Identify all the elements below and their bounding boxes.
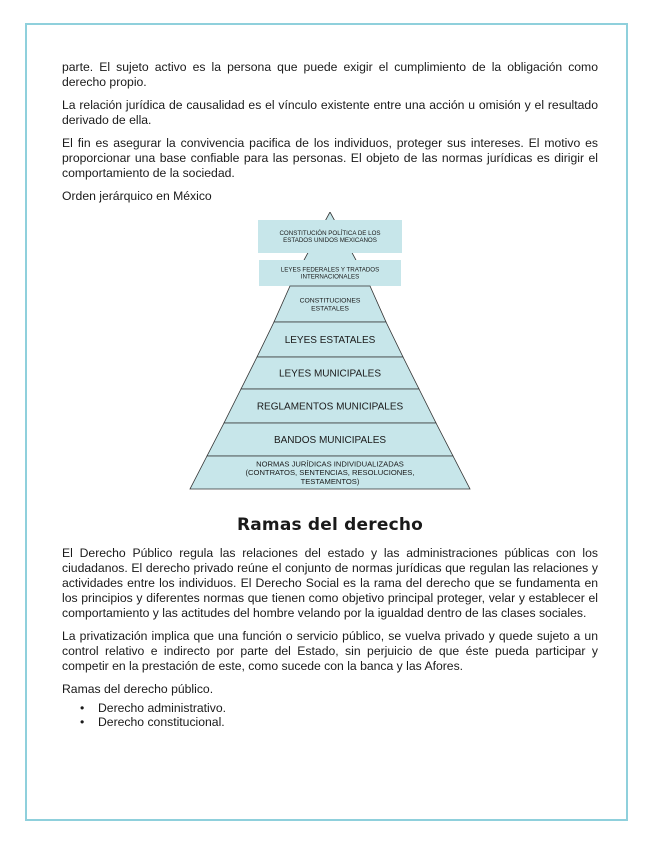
list-item: • Derecho administrativo. — [86, 701, 598, 715]
section-heading: Ramas del derecho — [236, 515, 424, 535]
list-intro: Ramas del derecho público. — [62, 682, 214, 696]
pyramid-level-6-label: REGLAMENTOS MUNICIPALES — [256, 401, 404, 413]
pyramid-level-3-label: CONSTITUCIONES — [299, 297, 361, 305]
hierarchy-pyramid-diagram — [62, 212, 598, 514]
pyramid-level-2-label: INTERNACIONALES — [300, 273, 360, 281]
pyramid-level-1-label: CONSTITUCIÓN POLÍTICA DE LOS — [279, 230, 381, 238]
pyramid-level-5-label: LEYES MUNICIPALES — [278, 368, 382, 380]
pyramid-level-8-label: (CONTRATOS, SENTENCIAS, RESOLUCIONES, — [245, 468, 415, 478]
public-law-branches-list — [62, 701, 598, 729]
pyramid-level-7-label: BANDOS MUNICIPALES — [273, 435, 387, 446]
pyramid-level-1-label: ESTADOS UNIDOS MEXICANOS — [283, 237, 377, 245]
pyramid-svg — [62, 212, 598, 514]
paragraph-privatizacion: La privatización implica que una función o servicio público, se vuelva privado y quede sujeto a un control relativo e indirecto por parte del Estado, sin perjuicio de que éste pueda participar y competir en la prestación de este, como sucede con la banca y las Afores. — [62, 629, 598, 673]
paragraph-derecho-publico-privado-social: El Derecho Público regula las relaciones del estado y las administraciones públicas con los ciudadanos. El derecho privado reúne el conjunto de normas jurídicas que regulan las relaciones y actividades entre los individuos. El Derecho Social es la rama del derecho que se fundamenta en los principios y diferentes normas que tienen como objetivo principal proteger, velar y establecer el comportamiento y las actitudes del hombre velando por la igualdad dentro de las clases sociales. — [62, 546, 598, 620]
diagram-caption: Orden jerárquico en México — [62, 189, 212, 203]
pyramid-level-2-label: LEYES FEDERALES Y TRATADOS — [280, 266, 380, 274]
pyramid-level-3-label: ESTATALES — [311, 305, 349, 313]
paragraph-sujeto-activo: parte. El sujeto activo es la persona que puede exigir el cumplimiento de la obligación como derecho propio. — [62, 60, 598, 89]
pyramid-level-8-label: NORMAS JURÍDICAS INDIVIDUALIZADAS — [256, 459, 404, 469]
pyramid-level-8-label: TESTAMENTOS) — [300, 476, 360, 486]
pyramid-level-4-label: LEYES ESTATALES — [284, 335, 376, 346]
paragraph-relacion-juridica: La relación jurídica de causalidad es el vínculo existente entre una acción u omisión y el resultado derivado de ella. — [62, 98, 598, 127]
list-item: • Derecho constitucional. — [86, 715, 598, 729]
paragraph-fin-motivo-objeto: El fin es asegurar la convivencia pacifica de los individuos, proteger sus intereses. El motivo es proporcionar una base confiable para las personas. El objeto de las normas jurídicas es dirigir el comportamiento de la sociedad. — [62, 136, 598, 180]
document-body — [62, 60, 598, 729]
